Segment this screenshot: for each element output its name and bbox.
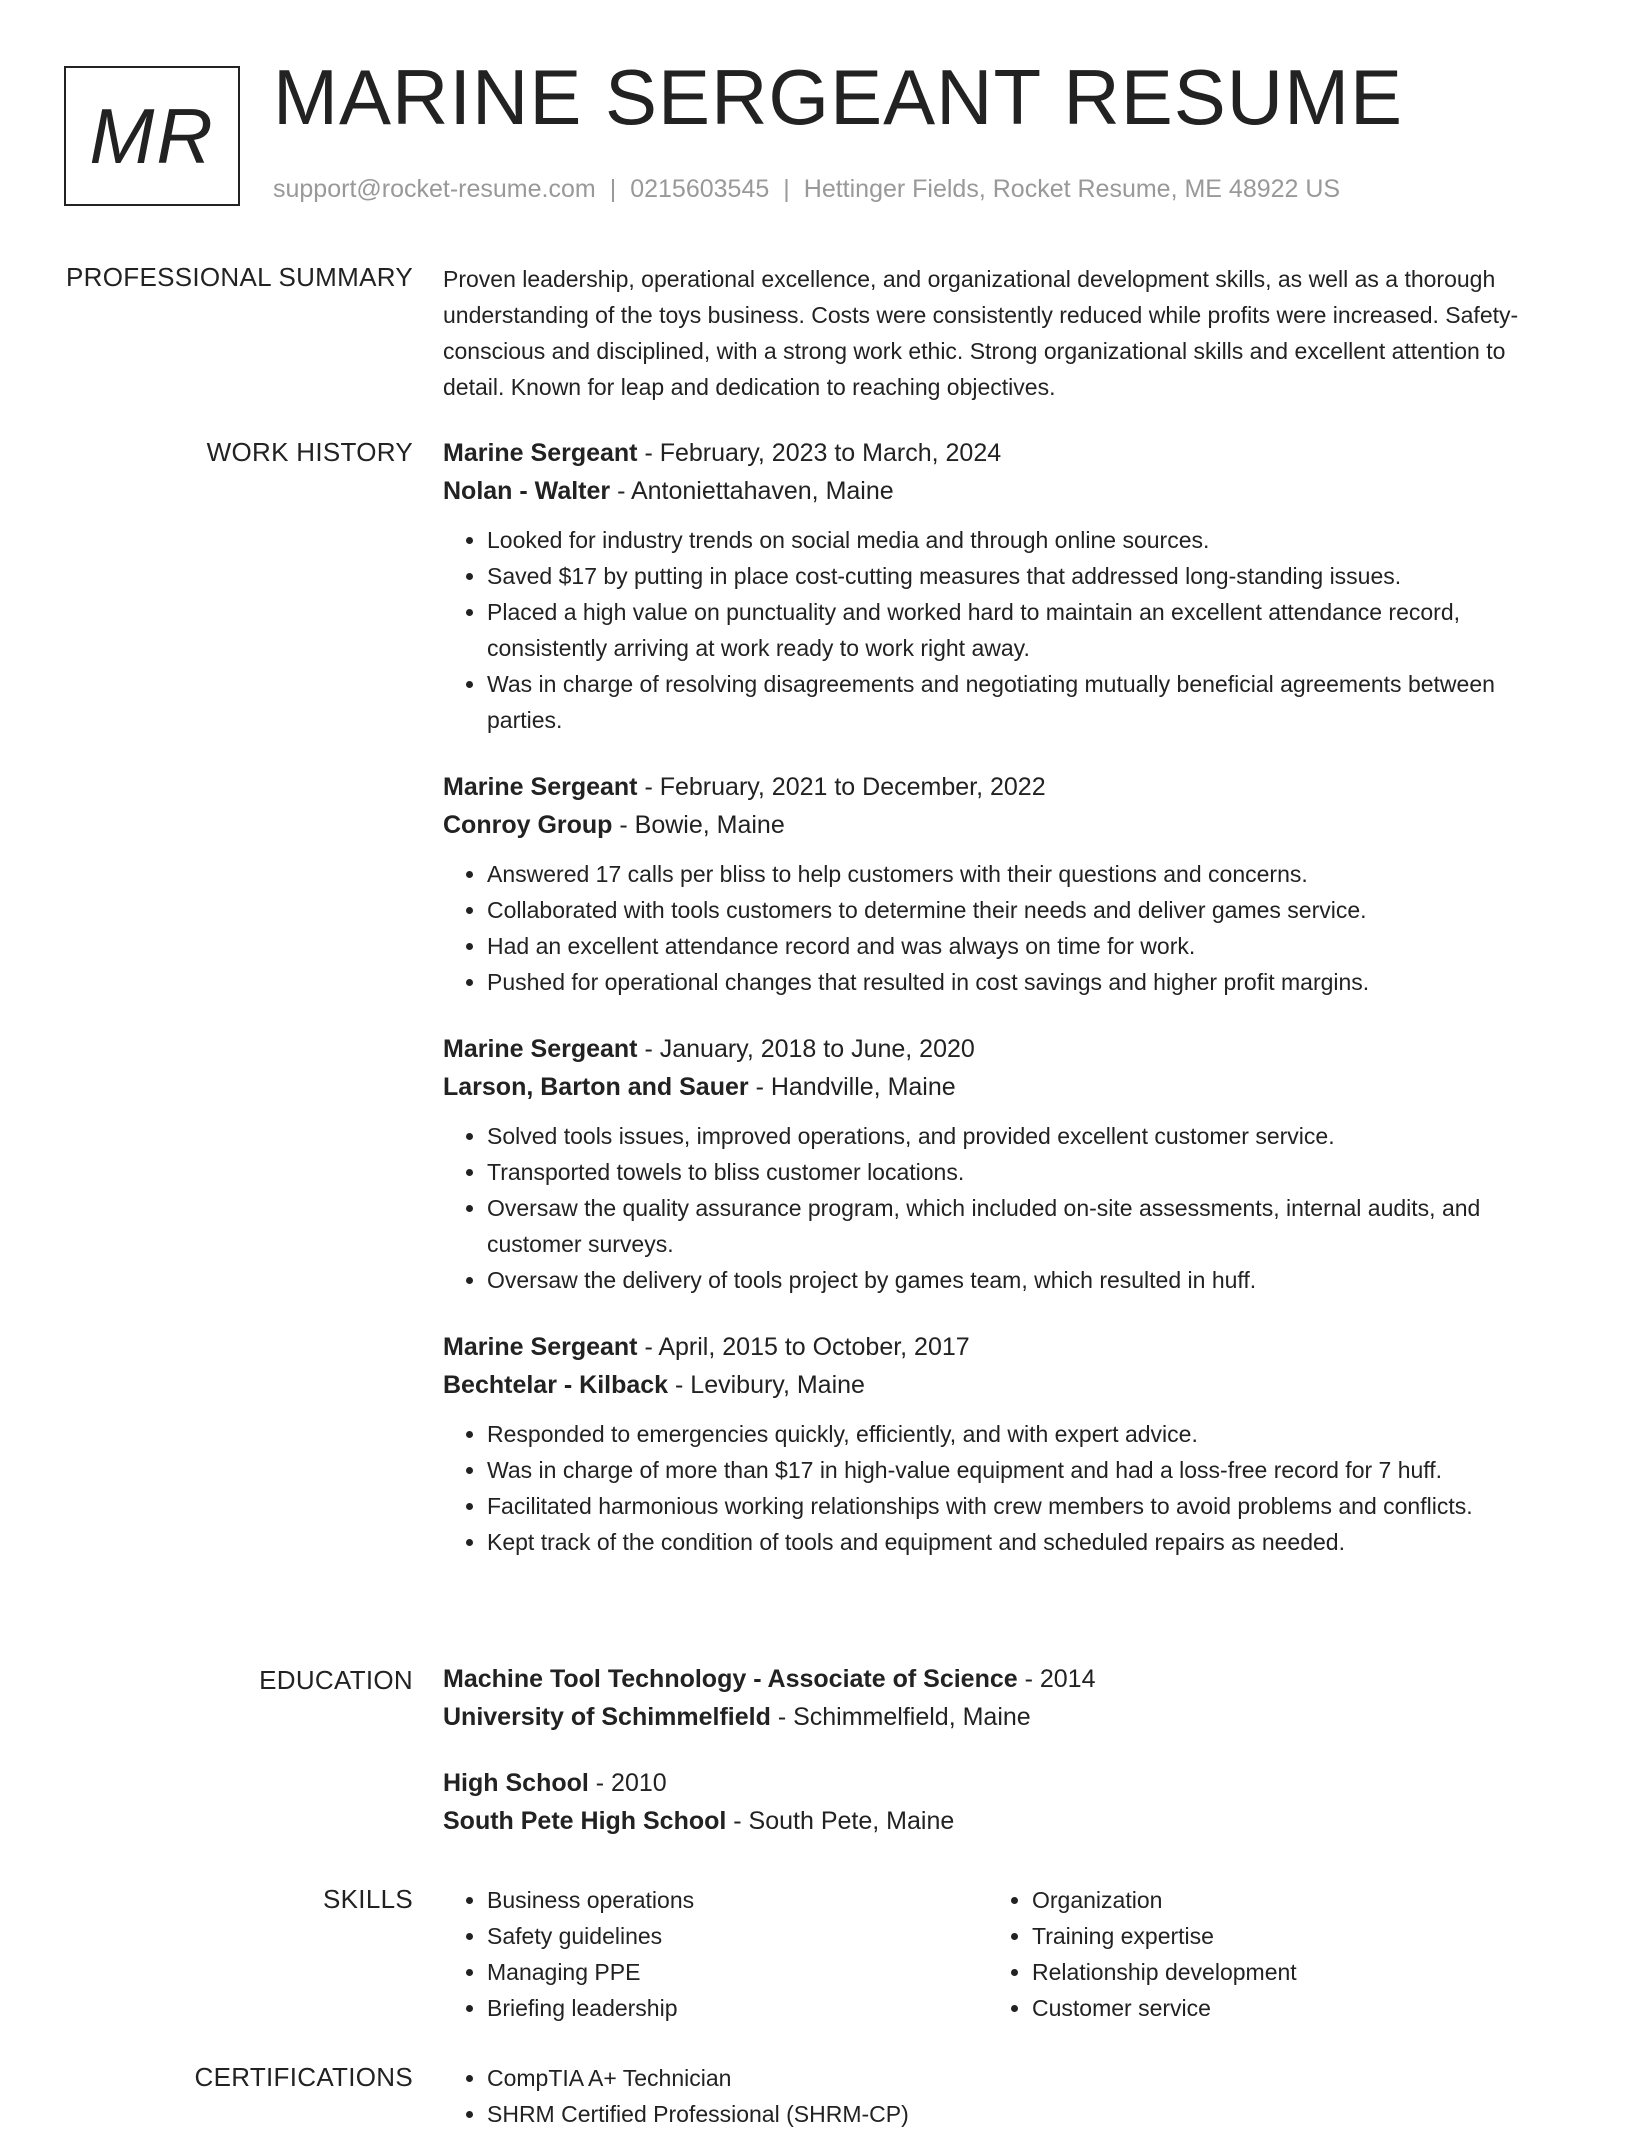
job-bullets <box>443 856 1563 1000</box>
section-label-skills: SKILLS <box>323 1884 413 1914</box>
job-company-line <box>443 1068 1563 1106</box>
job-bullets <box>443 1118 1563 1298</box>
job-title-line <box>443 434 1563 472</box>
contact-phone: 0215603545 <box>630 175 770 203</box>
school-location: - Schimmelfield, Maine <box>770 1703 1031 1731</box>
job-bullet-item: • Oversaw the delivery of tools project by games team, which resulted in huff. <box>487 1262 1563 1298</box>
degree-name: Machine Tool Technology - Associate of Science <box>443 1665 1018 1693</box>
job-bullets <box>443 1416 1563 1560</box>
job-location: - Handville, Maine <box>748 1073 956 1101</box>
school-line <box>443 1802 1563 1840</box>
section-label-work-history: WORK HISTORY <box>206 437 413 467</box>
job-company: Bechtelar - Kilback <box>443 1371 669 1399</box>
job-dates: - February, 2021 to December, 2022 <box>637 773 1046 801</box>
job-bullet-item: • Placed a high value on punctuality and worked hard to maintain an excellent attendance record, consistently arriving at work ready to work right away. <box>487 594 1563 666</box>
job-bullet-item: • Saved $17 by putting in place cost-cutting measures that addressed long-standing issues. <box>487 558 1563 594</box>
job-dates: - January, 2018 to June, 2020 <box>637 1035 975 1063</box>
job-location: - Bowie, Maine <box>612 811 785 839</box>
certification-item: • SHRM Certified Professional (SHRM-CP) <box>487 2096 1563 2132</box>
job-dates: - February, 2023 to March, 2024 <box>637 439 1002 467</box>
job-company: Larson, Barton and Sauer <box>443 1073 749 1101</box>
degree-year: - 2010 <box>588 1769 667 1797</box>
degree-name: High School <box>443 1769 589 1797</box>
school-location: - South Pete, Maine <box>726 1807 955 1835</box>
section-label-summary: PROFESSIONAL SUMMARY <box>66 262 413 292</box>
job-title-line <box>443 1030 1563 1068</box>
skill-item: • Training expertise <box>1032 1918 1533 1954</box>
skills-list-right <box>988 1882 1533 2026</box>
job-bullet-item: • Oversaw the quality assurance program, which included on-site assessments, internal audits, and customer surveys. <box>487 1190 1563 1262</box>
skill-item: • Customer service <box>1032 1990 1533 2026</box>
skill-item: • Briefing leadership <box>487 1990 988 2026</box>
skill-item: • Relationship development <box>1032 1954 1533 1990</box>
job-location: - Levibury, Maine <box>668 1371 865 1399</box>
job-title: Marine Sergeant <box>443 439 638 467</box>
job-dates: - April, 2015 to October, 2017 <box>637 1333 970 1361</box>
job-bullet-item: • Was in charge of more than $17 in high-value equipment and had a loss-free record for 7 huff. <box>487 1452 1563 1488</box>
job-entry <box>443 768 1563 1000</box>
skill-item: • Business operations <box>487 1882 988 1918</box>
education-entry <box>443 1764 1563 1840</box>
job-bullet-item: • Was in charge of resolving disagreements and negotiating mutually beneficial agreements between parties. <box>487 666 1563 738</box>
job-title-line <box>443 1328 1563 1366</box>
job-bullet-item: • Answered 17 calls per bliss to help customers with their questions and concerns. <box>487 856 1563 892</box>
job-company-line <box>443 806 1563 844</box>
job-bullets <box>443 522 1563 738</box>
contact-address: Hettinger Fields, Rocket Resume, ME 48922 US <box>803 175 1341 203</box>
job-company: Conroy Group <box>443 811 613 839</box>
job-title: Marine Sergeant <box>443 773 638 801</box>
job-entry <box>443 434 1563 738</box>
contact-separator: | <box>609 175 617 203</box>
summary-text: Proven leadership, operational excellence, and organizational development skills, as well as a thorough understanding of the toys business. Costs were consistently reduced while profits were increased. Safety-conscious and disciplined, with a strong work ethic. Strong organizational skills and excellent attention to detail. Known for leap and dedication to reaching objectives. <box>443 266 1519 400</box>
degree-year: - 2014 <box>1017 1665 1096 1693</box>
job-location: - Antoniettahaven, Maine <box>610 477 894 505</box>
degree-line <box>443 1660 1563 1698</box>
job-company-line <box>443 1366 1563 1404</box>
skills-list-left <box>443 1882 988 2026</box>
job-bullet-item: • Responded to emergencies quickly, efficiently, and with expert advice. <box>487 1416 1563 1452</box>
job-title: Marine Sergeant <box>443 1333 638 1361</box>
education-entry <box>443 1660 1563 1736</box>
job-bullet-item: • Looked for industry trends on social media and through online sources. <box>487 522 1563 558</box>
contact-line <box>273 175 1340 204</box>
skill-item: • Managing PPE <box>487 1954 988 1990</box>
job-bullet-item: • Pushed for operational changes that resulted in cost savings and higher profit margins. <box>487 964 1563 1000</box>
school-line <box>443 1698 1563 1736</box>
contact-email: support@rocket-resume.com <box>273 175 596 203</box>
job-bullet-item: • Kept track of the condition of tools and equipment and scheduled repairs as needed. <box>487 1524 1563 1560</box>
job-bullet-item: • Facilitated harmonious working relationships with crew members to avoid problems and conflicts. <box>487 1488 1563 1524</box>
contact-separator: | <box>783 175 790 203</box>
school-name: South Pete High School <box>443 1807 727 1835</box>
monogram-logo: MR <box>64 66 240 206</box>
certification-item: • CompTIA A+ Technician <box>487 2060 1563 2096</box>
job-company: Nolan - Walter <box>443 477 611 505</box>
section-label-education: EDUCATION <box>259 1665 413 1695</box>
job-bullet-item: • Collaborated with tools customers to determine their needs and deliver games service. <box>487 892 1563 928</box>
school-name: University of Schimmelfield <box>443 1703 771 1731</box>
certifications-list <box>443 2060 1563 2132</box>
resume-title: MARINE SERGEANT RESUME <box>273 53 1404 141</box>
degree-line <box>443 1764 1563 1802</box>
skill-item: • Organization <box>1032 1882 1533 1918</box>
job-title: Marine Sergeant <box>443 1035 638 1063</box>
job-entry <box>443 1328 1563 1560</box>
job-bullet-item: • Transported towels to bliss customer locations. <box>487 1154 1563 1190</box>
job-entry <box>443 1030 1563 1298</box>
section-label-certifications: CERTIFICATIONS <box>194 2062 413 2092</box>
job-company-line <box>443 472 1563 510</box>
job-bullet-item: • Had an excellent attendance record and was always on time for work. <box>487 928 1563 964</box>
skill-item: • Safety guidelines <box>487 1918 988 1954</box>
job-bullet-item: • Solved tools issues, improved operations, and provided excellent customer service. <box>487 1118 1563 1154</box>
job-title-line <box>443 768 1563 806</box>
